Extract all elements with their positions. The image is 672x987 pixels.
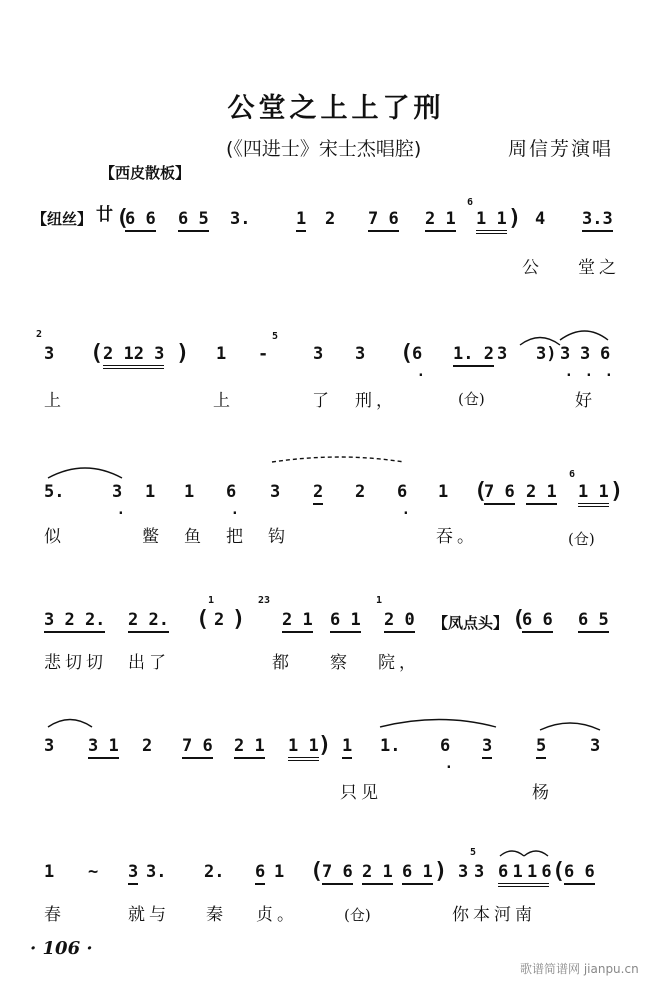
note-group: 2 1 — [425, 209, 456, 232]
watermark: 歌谱简谱网 jianpu.cn — [520, 962, 639, 976]
note: 3 — [313, 344, 324, 364]
grace-note: 5 — [272, 331, 279, 342]
note-group: 1 1 — [288, 736, 319, 761]
note-group: 3 1 — [88, 736, 119, 759]
paren-open: ( — [90, 341, 104, 366]
note-group: 7 6 — [484, 482, 515, 505]
lyric: 好 — [575, 391, 596, 411]
paren-open: ( — [196, 607, 210, 632]
note-group: 6 6 — [125, 209, 156, 232]
percussion-label: 【凤点头】 — [433, 614, 509, 632]
slur — [520, 338, 560, 346]
note: 1 — [184, 482, 195, 502]
slur — [540, 723, 600, 730]
note: 3 — [590, 736, 601, 756]
note: 6 . — [412, 344, 422, 364]
slur — [48, 720, 92, 728]
note: 3 . — [112, 482, 122, 502]
note-group: 2 2. — [128, 610, 169, 633]
lyric: 都 — [272, 653, 293, 673]
grace-note: 23 — [258, 595, 271, 606]
paren-open: ( — [116, 206, 130, 231]
lyric: 只见 — [340, 783, 382, 803]
note: 5. — [44, 482, 65, 502]
lyric: 贞。 — [256, 905, 298, 925]
performer-credit: 周信芳演唱 — [508, 138, 614, 160]
lyric: 院， — [378, 653, 420, 673]
lyric: 秦 — [206, 905, 227, 925]
note: 6 . — [440, 736, 450, 756]
lyric: (仓) — [458, 390, 485, 408]
note: 3 . — [580, 344, 590, 364]
note-group: 7 6 — [368, 209, 399, 232]
note: 3 . — [560, 344, 570, 364]
note: 1 — [145, 482, 156, 502]
note: 1 — [438, 482, 449, 502]
note-group: 7 6 — [322, 862, 353, 885]
grace-note: 1 — [376, 595, 383, 606]
slur — [48, 468, 122, 478]
note: 6 . — [600, 344, 610, 364]
lyric: 鱼 — [184, 527, 205, 547]
note: 3 — [44, 344, 55, 364]
lyric: (仓) — [568, 530, 595, 548]
note: 3) — [536, 344, 557, 364]
note: 1 — [44, 862, 55, 882]
lyric: 堂之 — [578, 258, 620, 278]
lyric: 就与 — [128, 905, 170, 925]
slur — [272, 457, 404, 462]
lyric: 把 — [226, 527, 247, 547]
note: 3 — [482, 736, 492, 759]
note-group: 3 2 2. — [44, 610, 105, 633]
paren-close: ) — [232, 607, 246, 632]
note: 3 — [497, 344, 508, 364]
note: 2 — [214, 610, 225, 630]
note-group: 6 1 — [330, 610, 361, 633]
lyric: 悲切切 — [44, 653, 107, 673]
lyric: 春 — [44, 905, 65, 925]
lyric: 钩 — [268, 527, 289, 547]
note: 1 — [296, 209, 306, 232]
paren-close: ) — [176, 341, 190, 366]
note: 2 — [355, 482, 366, 502]
lyric: 察 — [330, 653, 351, 673]
grace-note: 1 — [208, 595, 215, 606]
lyric: 鳖 — [142, 527, 163, 547]
note-group: 1 1 — [476, 209, 507, 234]
note: 1 — [342, 736, 352, 759]
lyric: 刑， — [355, 391, 397, 411]
paren-close: ) — [318, 733, 332, 758]
paren-open: ( — [552, 859, 566, 884]
note-group: 6 1 — [402, 862, 433, 885]
note: 6 . — [226, 482, 236, 502]
note: 5 — [536, 736, 546, 759]
grace-note: 6 — [569, 469, 576, 480]
note: 2 — [142, 736, 153, 756]
note: 3 — [270, 482, 281, 502]
lyric: 上 — [213, 391, 234, 411]
note: 3. — [230, 209, 251, 229]
note: 1. — [380, 736, 401, 756]
lyric: (仓) — [344, 906, 371, 924]
note: 3 — [458, 862, 469, 882]
note: 1 — [216, 344, 227, 364]
note: 3. — [146, 862, 167, 882]
note-group: 2 1 — [234, 736, 265, 759]
note: 3 — [44, 736, 55, 756]
paren-open: ( — [512, 607, 526, 632]
note-group: 1. 2 — [453, 344, 494, 367]
free-meter-sign: 廿 — [96, 205, 113, 225]
note: 4 — [535, 209, 546, 229]
note: 6 — [255, 862, 265, 885]
lyric: 上 — [44, 391, 65, 411]
paren-open: ( — [310, 859, 324, 884]
note: 1 — [274, 862, 285, 882]
note: 2. — [204, 862, 225, 882]
grace-note: 5 — [470, 847, 477, 858]
paren-close: ) — [434, 859, 448, 884]
note-group: 7 6 — [182, 736, 213, 759]
grace-note: 6 — [467, 197, 474, 208]
lyric: 杨 — [532, 783, 553, 803]
note: 3 — [355, 344, 366, 364]
note-group: 2 1 — [362, 862, 393, 885]
song-subtitle: (《四进士》宋士杰唱腔) — [226, 138, 422, 160]
song-title: 公堂之上上了刑 — [227, 93, 445, 124]
dash: ~ — [88, 862, 99, 882]
slur — [560, 331, 608, 340]
note-group: 6 6 — [564, 862, 595, 885]
grace-note: 2 — [36, 329, 43, 340]
lyric: 了 — [312, 391, 333, 411]
lyric: 吞。 — [436, 527, 478, 547]
note-group: 6 5 — [178, 209, 209, 232]
note: 3 — [128, 862, 138, 885]
dash: - — [258, 344, 269, 364]
paren-close: ) — [508, 206, 522, 231]
note: 2 — [325, 209, 336, 229]
note-group: 2 1 — [282, 610, 313, 633]
note-group: 2 1 — [526, 482, 557, 505]
note: 2 — [313, 482, 323, 505]
instrument-label: 【纽丝】 — [32, 210, 93, 228]
slur — [500, 851, 524, 856]
note: 3 — [474, 862, 485, 882]
page-number: · 106 · — [30, 938, 93, 959]
note-group: 6 1 1 6 — [498, 862, 549, 887]
paren-open: ( — [400, 341, 414, 366]
lyric: 公 — [522, 258, 543, 278]
note-group: 2 0 — [384, 610, 415, 633]
note: 6 . — [397, 482, 407, 502]
note-group: 6 6 — [522, 610, 553, 633]
note-group: 3.3 — [582, 209, 613, 232]
tempo-marking: 【西皮散板】 — [100, 164, 191, 182]
note-group: 2 12 3 — [103, 344, 164, 369]
lyric: 似 — [44, 527, 65, 547]
note-group: 6 5 — [578, 610, 609, 633]
paren-close: ) — [610, 479, 624, 504]
slur — [380, 720, 496, 728]
paren-open: ( — [474, 479, 488, 504]
slur — [524, 851, 548, 856]
lyric: 出了 — [128, 653, 170, 673]
lyric: 你本河南 — [452, 905, 536, 925]
note-group: 1 1 — [578, 482, 609, 507]
